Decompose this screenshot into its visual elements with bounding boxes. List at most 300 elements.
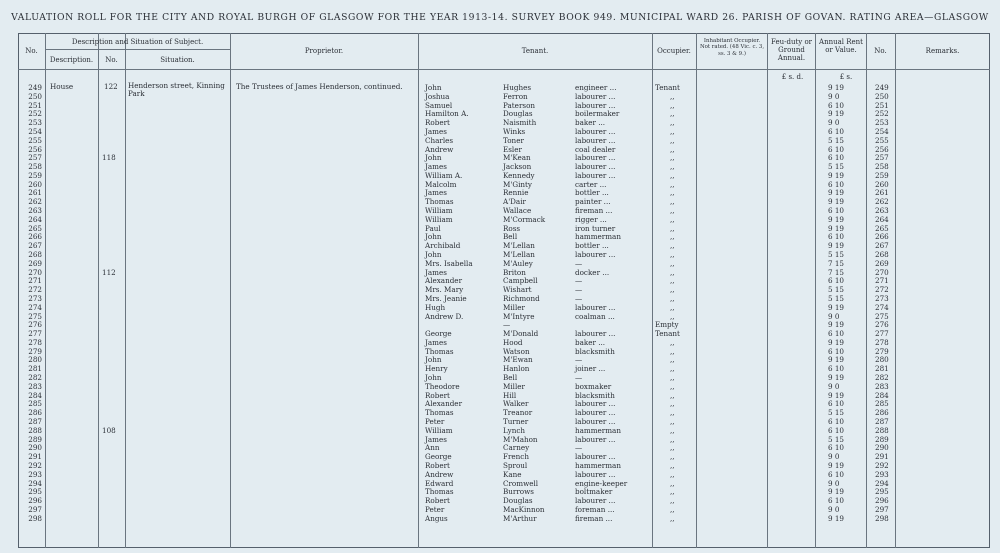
- tenant-occupation: labourer ...: [575, 91, 616, 101]
- tenant-first-name: Andrew: [425, 144, 454, 154]
- row-no: 251: [28, 100, 42, 110]
- row-occupier: ,,: [670, 469, 675, 479]
- tenant-first-name: Paul: [425, 223, 441, 233]
- row-occupier: ,,: [670, 109, 675, 119]
- tenant-first-name: Samuel: [425, 100, 453, 110]
- row-no-right: 293: [875, 469, 889, 479]
- table-row: [0, 109, 1000, 118]
- row-occupier: ,,: [670, 144, 675, 154]
- tenant-occupation: —: [575, 355, 583, 365]
- row-no: 258: [28, 162, 42, 172]
- row-no-right: 254: [875, 126, 889, 136]
- annual-value: 9 0: [828, 478, 840, 488]
- table-row: [0, 232, 1000, 241]
- annual-units: £ s.: [839, 73, 853, 81]
- row-occupier: ,,: [670, 126, 675, 136]
- tenant-occupation: fireman ...: [575, 513, 613, 523]
- annual-value: 5 15: [828, 434, 845, 444]
- tenant-surname: Cromwell: [503, 478, 539, 488]
- tenant-first-name: Archibald: [425, 241, 461, 251]
- row-occupier: Empty: [655, 320, 679, 330]
- annual-value: 6 10: [828, 144, 845, 154]
- tenant-first-name: Alexander: [425, 399, 463, 409]
- tenant-surname: Winks: [503, 126, 526, 136]
- row-no-right: 278: [875, 337, 889, 347]
- row-no-right: 268: [875, 250, 889, 259]
- annual-value: 9 19: [828, 460, 845, 470]
- tenant-occupation: labourer ...: [575, 170, 616, 180]
- tenant-first-name: George: [425, 329, 452, 339]
- tenant-surname: Ferron: [503, 91, 528, 101]
- row-occupier: ,,: [670, 241, 675, 251]
- row-occupier: ,,: [670, 337, 675, 347]
- tenant-surname: M'Auley: [503, 258, 533, 268]
- header-inhabitant-occupier: Inhabitant Occupier. Not rated. (48 Vic. c. 3, ss. 3 & 9.): [699, 38, 765, 57]
- row-no-right: 291: [875, 452, 889, 462]
- tenant-first-name: Peter: [425, 504, 445, 514]
- row-no: 278: [28, 337, 42, 347]
- row-occupier: ,,: [670, 478, 675, 488]
- row-no: 294: [28, 478, 42, 488]
- tenant-surname: M'Kean: [503, 153, 531, 163]
- first-description: House: [50, 82, 74, 91]
- tenant-surname: —: [503, 320, 511, 330]
- table-row: [0, 276, 1000, 285]
- header-no: No.: [25, 47, 38, 55]
- table-row: [0, 329, 1000, 338]
- table-row: [0, 399, 1000, 408]
- tenant-surname: Rennie: [503, 188, 529, 198]
- annual-value: 6 10: [828, 364, 845, 374]
- tenant-first-name: Hamilton A.: [425, 109, 469, 119]
- tenant-occupation: coal dealer: [575, 144, 616, 154]
- row-no-right: 280: [875, 355, 889, 365]
- annual-value: 5 15: [828, 408, 845, 418]
- tenant-surname: Treanor: [503, 408, 533, 418]
- tenant-surname: French: [503, 452, 529, 462]
- table-row: [0, 435, 1000, 444]
- table-row: [0, 391, 1000, 400]
- tenant-occupation: —: [575, 258, 583, 268]
- table-row: [0, 312, 1000, 321]
- tenant-occupation: iron turner: [575, 223, 616, 233]
- annual-value: 9 19: [828, 214, 845, 224]
- tenant-occupation: hammerman: [575, 232, 621, 242]
- table-row: [0, 496, 1000, 505]
- row-occupier: ,,: [670, 223, 675, 233]
- tenant-first-name: James: [425, 126, 447, 136]
- tenant-surname: Walker: [503, 399, 529, 409]
- tenant-surname: Miller: [503, 302, 525, 312]
- row-no-right: 275: [875, 311, 889, 321]
- tenant-occupation: boltmaker: [575, 487, 613, 497]
- tenant-occupation: foreman ...: [575, 504, 615, 514]
- row-no: 279: [28, 346, 42, 356]
- row-no-right: 298: [875, 513, 889, 523]
- table-row: [0, 250, 1000, 259]
- table-row: [0, 382, 1000, 391]
- table-row: [0, 452, 1000, 461]
- row-no-right: 290: [875, 443, 889, 453]
- row-occupier: ,,: [670, 118, 675, 128]
- tenant-surname: Kane: [503, 469, 522, 479]
- row-no-right: 256: [875, 144, 889, 154]
- tenant-occupation: coalman ...: [575, 311, 615, 321]
- row-occupier: ,,: [670, 513, 675, 523]
- row-no: 254: [28, 126, 42, 136]
- annual-value: 6 10: [828, 346, 845, 356]
- row-occupier: ,,: [670, 417, 675, 427]
- row-no: 292: [28, 460, 42, 470]
- row-occupier: ,,: [670, 197, 675, 207]
- row-no: 289: [28, 434, 42, 444]
- row-no: 265: [28, 223, 42, 233]
- row-occupier: ,,: [670, 302, 675, 312]
- annual-value: 9 19: [828, 337, 845, 347]
- row-no-right: 261: [875, 188, 889, 198]
- row-no-right: 296: [875, 496, 889, 506]
- row-occupier: ,,: [670, 267, 675, 277]
- row-occupier: ,,: [670, 276, 675, 286]
- annual-value: 6 10: [828, 469, 845, 479]
- row-no: 249: [28, 83, 42, 92]
- header-description: Description.: [49, 56, 94, 64]
- tenant-occupation: labourer ...: [575, 417, 616, 427]
- row-no-right: 271: [875, 276, 889, 286]
- tenant-surname: M'Ewan: [503, 355, 533, 365]
- row-occupier: ,,: [670, 100, 675, 110]
- row-no-right: 273: [875, 293, 889, 303]
- tenant-surname: Hood: [503, 337, 523, 347]
- row-no-right: 289: [875, 434, 889, 444]
- tenant-occupation: labourer ...: [575, 496, 616, 506]
- row-no-right: 279: [875, 346, 889, 356]
- tenant-surname: M'Donald: [503, 329, 539, 339]
- row-occupier: ,,: [670, 135, 675, 145]
- row-no-right: 286: [875, 408, 889, 418]
- tenant-first-name: Mrs. Mary: [425, 285, 464, 295]
- row-occupier: ,,: [670, 214, 675, 224]
- tenant-first-name: John: [425, 83, 442, 92]
- row-occupier: ,,: [670, 293, 675, 303]
- table-row: [0, 320, 1000, 329]
- tenant-first-name: John: [425, 250, 442, 259]
- row-occupier: ,,: [670, 346, 675, 356]
- annual-value: 5 15: [828, 162, 845, 172]
- annual-value: 6 10: [828, 399, 845, 409]
- row-no-right: 270: [875, 267, 889, 277]
- row-no: 268: [28, 250, 42, 259]
- tenant-first-name: William A.: [425, 170, 463, 180]
- first-situation: Henderson street, Kinning Park: [128, 81, 225, 99]
- row-occupier: ,,: [670, 399, 675, 409]
- row-no: 285: [28, 399, 42, 409]
- tenant-occupation: labourer ...: [575, 408, 616, 418]
- tenant-surname: Naismith: [503, 118, 537, 128]
- tenant-surname: Miller: [503, 381, 525, 391]
- row-no: 284: [28, 390, 42, 400]
- table-row: [0, 101, 1000, 110]
- row-no: 281: [28, 364, 42, 374]
- row-occupier: ,,: [670, 179, 675, 189]
- annual-value: 9 19: [828, 223, 845, 233]
- table-row: [0, 145, 1000, 154]
- tenant-first-name: Mrs. Isabella: [425, 258, 473, 268]
- tenant-first-name: James: [425, 162, 447, 172]
- header-feu-duty: Feu-duty or Ground Annual.: [770, 38, 813, 62]
- annual-value: 9 19: [828, 320, 845, 330]
- table-row: [0, 303, 1000, 312]
- tenant-first-name: Mrs. Jeanie: [425, 293, 467, 303]
- tenant-occupation: labourer ...: [575, 329, 616, 339]
- row-no: 253: [28, 118, 42, 128]
- row-no: 296: [28, 496, 42, 506]
- row-no: 280: [28, 355, 42, 365]
- tenant-surname: M'Arthur: [503, 513, 537, 523]
- annual-value: 6 10: [828, 276, 845, 286]
- tenant-surname: M'Intyre: [503, 311, 535, 321]
- tenant-surname: Wallace: [503, 206, 532, 216]
- row-no-right: 263: [875, 206, 889, 216]
- annual-value: 6 10: [828, 232, 845, 242]
- row-no: 282: [28, 373, 42, 383]
- header-street-no: No.: [105, 56, 118, 64]
- header-description-group: Description and Situation of Subject.: [71, 38, 204, 46]
- tenant-surname: Richmond: [503, 293, 540, 303]
- row-no: 272: [28, 285, 42, 295]
- tenant-occupation: labourer ...: [575, 100, 616, 110]
- table-row: [0, 92, 1000, 101]
- tenant-occupation: labourer ...: [575, 469, 616, 479]
- row-no-right: 285: [875, 399, 889, 409]
- row-no: 257: [28, 153, 42, 163]
- row-no: 288: [28, 425, 42, 435]
- table-row: [0, 355, 1000, 364]
- annual-value: 9 0: [828, 118, 840, 128]
- tenant-surname: Ross: [503, 223, 521, 233]
- table-row: [0, 162, 1000, 171]
- row-no-right: 281: [875, 364, 889, 374]
- tenant-occupation: bottler ...: [575, 188, 609, 198]
- row-occupier: ,,: [670, 408, 675, 418]
- tenant-first-name: Robert: [425, 496, 450, 506]
- row-no-right: 267: [875, 241, 889, 251]
- tenant-occupation: docker ...: [575, 267, 610, 277]
- row-occupier: Tenant: [655, 83, 680, 92]
- table-row: [0, 118, 1000, 127]
- first-proprietor: The Trustees of James Henderson, continued.: [236, 82, 403, 91]
- tenant-first-name: Robert: [425, 390, 450, 400]
- tenant-occupation: bottler ...: [575, 241, 609, 251]
- table-row: [0, 347, 1000, 356]
- table-row: [0, 470, 1000, 479]
- tenant-first-name: Alexander: [425, 276, 463, 286]
- row-no-right: 260: [875, 179, 889, 189]
- row-no: 263: [28, 206, 42, 216]
- annual-value: 5 15: [828, 293, 845, 303]
- row-no-right: 276: [875, 320, 889, 330]
- tenant-surname: Turner: [503, 417, 529, 427]
- annual-value: 7 15: [828, 267, 845, 277]
- annual-value: 9 0: [828, 452, 840, 462]
- tenant-surname: M'Lellan: [503, 241, 535, 251]
- table-row: [0, 514, 1000, 523]
- row-no: 276: [28, 320, 42, 330]
- table-row: [0, 241, 1000, 250]
- table-row: [0, 206, 1000, 215]
- annual-value: 9 19: [828, 188, 845, 198]
- row-occupier: ,,: [670, 170, 675, 180]
- annual-value: 9 19: [828, 355, 845, 365]
- row-occupier: ,,: [670, 285, 675, 295]
- table-row: [0, 224, 1000, 233]
- table-row: [0, 180, 1000, 189]
- row-occupier: ,,: [670, 355, 675, 365]
- annual-value: 5 15: [828, 285, 845, 295]
- table-row: [0, 215, 1000, 224]
- header-situation: Situation.: [160, 56, 195, 64]
- row-occupier: ,,: [670, 390, 675, 400]
- row-no-right: 295: [875, 487, 889, 497]
- header-sub-rule: [45, 49, 230, 50]
- tenant-occupation: labourer ...: [575, 452, 616, 462]
- tenant-surname: Wishart: [503, 285, 532, 295]
- row-occupier: ,,: [670, 162, 675, 172]
- header-tenant: Tenant.: [521, 47, 549, 55]
- row-no: 298: [28, 513, 42, 523]
- row-street-no: 108: [102, 425, 116, 435]
- row-no: 293: [28, 469, 42, 479]
- row-no-right: 269: [875, 258, 889, 268]
- tenant-surname: Hill: [503, 390, 517, 400]
- row-no-right: 250: [875, 91, 889, 101]
- tenant-occupation: fireman ...: [575, 206, 613, 216]
- tenant-surname: M'Ginty: [503, 179, 532, 189]
- tenant-first-name: George: [425, 452, 452, 462]
- tenant-first-name: James: [425, 337, 447, 347]
- row-no-right: 287: [875, 417, 889, 427]
- row-occupier: ,,: [670, 434, 675, 444]
- row-occupier: ,,: [670, 452, 675, 462]
- tenant-occupation: —: [575, 373, 583, 383]
- tenant-first-name: John: [425, 153, 442, 163]
- row-no: 269: [28, 258, 42, 268]
- annual-value: 9 19: [828, 390, 845, 400]
- annual-value: 9 19: [828, 373, 845, 383]
- row-no: 256: [28, 144, 42, 154]
- row-occupier: ,,: [670, 460, 675, 470]
- row-occupier: ,,: [670, 258, 675, 268]
- tenant-surname: A'Dair: [503, 197, 526, 207]
- table-row: [0, 268, 1000, 277]
- row-no: 274: [28, 302, 42, 312]
- table-row: [0, 188, 1000, 197]
- table-row: [0, 487, 1000, 496]
- tenant-surname: Hanlon: [503, 364, 530, 374]
- tenant-first-name: Henry: [425, 364, 448, 374]
- row-occupier: ,,: [670, 206, 675, 216]
- annual-value: 6 10: [828, 417, 845, 427]
- row-no-right: 284: [875, 390, 889, 400]
- annual-value: 5 15: [828, 250, 845, 259]
- tenant-first-name: James: [425, 267, 447, 277]
- tenant-occupation: labourer ...: [575, 250, 616, 259]
- tenant-first-name: Thomas: [425, 487, 454, 497]
- annual-value: 9 0: [828, 311, 840, 321]
- annual-value: 9 19: [828, 170, 845, 180]
- row-occupier: ,,: [670, 311, 675, 321]
- table-row: [0, 373, 1000, 382]
- row-no-right: 272: [875, 285, 889, 295]
- tenant-occupation: —: [575, 293, 583, 303]
- tenant-surname: Bell: [503, 232, 518, 242]
- tenant-occupation: engine-keeper: [575, 478, 628, 488]
- tenant-surname: Burrows: [503, 487, 534, 497]
- tenant-first-name: Charles: [425, 135, 454, 145]
- annual-value: 6 10: [828, 425, 845, 435]
- tenant-first-name: Angus: [425, 513, 448, 523]
- table-row: [0, 83, 1000, 92]
- table-row: [0, 426, 1000, 435]
- row-no-right: 297: [875, 504, 889, 514]
- tenant-surname: Esler: [503, 144, 522, 154]
- row-no: 297: [28, 504, 42, 514]
- row-no-right: 262: [875, 197, 889, 207]
- row-no-right: 255: [875, 135, 889, 145]
- annual-value: 9 0: [828, 381, 840, 391]
- tenant-first-name: William: [425, 214, 453, 224]
- row-no-right: 259: [875, 170, 889, 180]
- tenant-occupation: labourer ...: [575, 126, 616, 136]
- tenant-occupation: boxmaker: [575, 381, 612, 391]
- header-occupier: Occupier.: [657, 47, 691, 55]
- row-no: 277: [28, 329, 42, 339]
- tenant-surname: Douglas: [503, 109, 533, 119]
- tenant-occupation: labourer ...: [575, 399, 616, 409]
- tenant-surname: M'Cormack: [503, 214, 546, 224]
- table-row: [0, 364, 1000, 373]
- table-row: [0, 417, 1000, 426]
- tenant-first-name: Thomas: [425, 408, 454, 418]
- tenant-occupation: hammerman: [575, 425, 621, 435]
- annual-value: 6 10: [828, 443, 845, 453]
- row-street-no: 118: [102, 153, 116, 163]
- tenant-first-name: William: [425, 206, 453, 216]
- row-no: 259: [28, 170, 42, 180]
- row-no: 252: [28, 109, 42, 119]
- row-street-no: 112: [102, 267, 116, 277]
- row-no: 262: [28, 197, 42, 207]
- row-no-right: 251: [875, 100, 889, 110]
- tenant-first-name: Joshua: [425, 91, 450, 101]
- row-no-right: 282: [875, 373, 889, 383]
- row-occupier: ,,: [670, 188, 675, 198]
- row-occupier: ,,: [670, 232, 675, 242]
- row-occupier: ,,: [670, 504, 675, 514]
- annual-value: 9 19: [828, 83, 845, 92]
- table-row: [0, 153, 1000, 162]
- tenant-first-name: Thomas: [425, 346, 454, 356]
- row-no: 271: [28, 276, 42, 286]
- row-no-right: 283: [875, 381, 889, 391]
- row-no-right: 292: [875, 460, 889, 470]
- table-row: [0, 294, 1000, 303]
- table-row: [0, 443, 1000, 452]
- table-row: [0, 127, 1000, 136]
- row-no-right: 277: [875, 329, 889, 339]
- tenant-occupation: carter ...: [575, 179, 607, 189]
- row-no: 266: [28, 232, 42, 242]
